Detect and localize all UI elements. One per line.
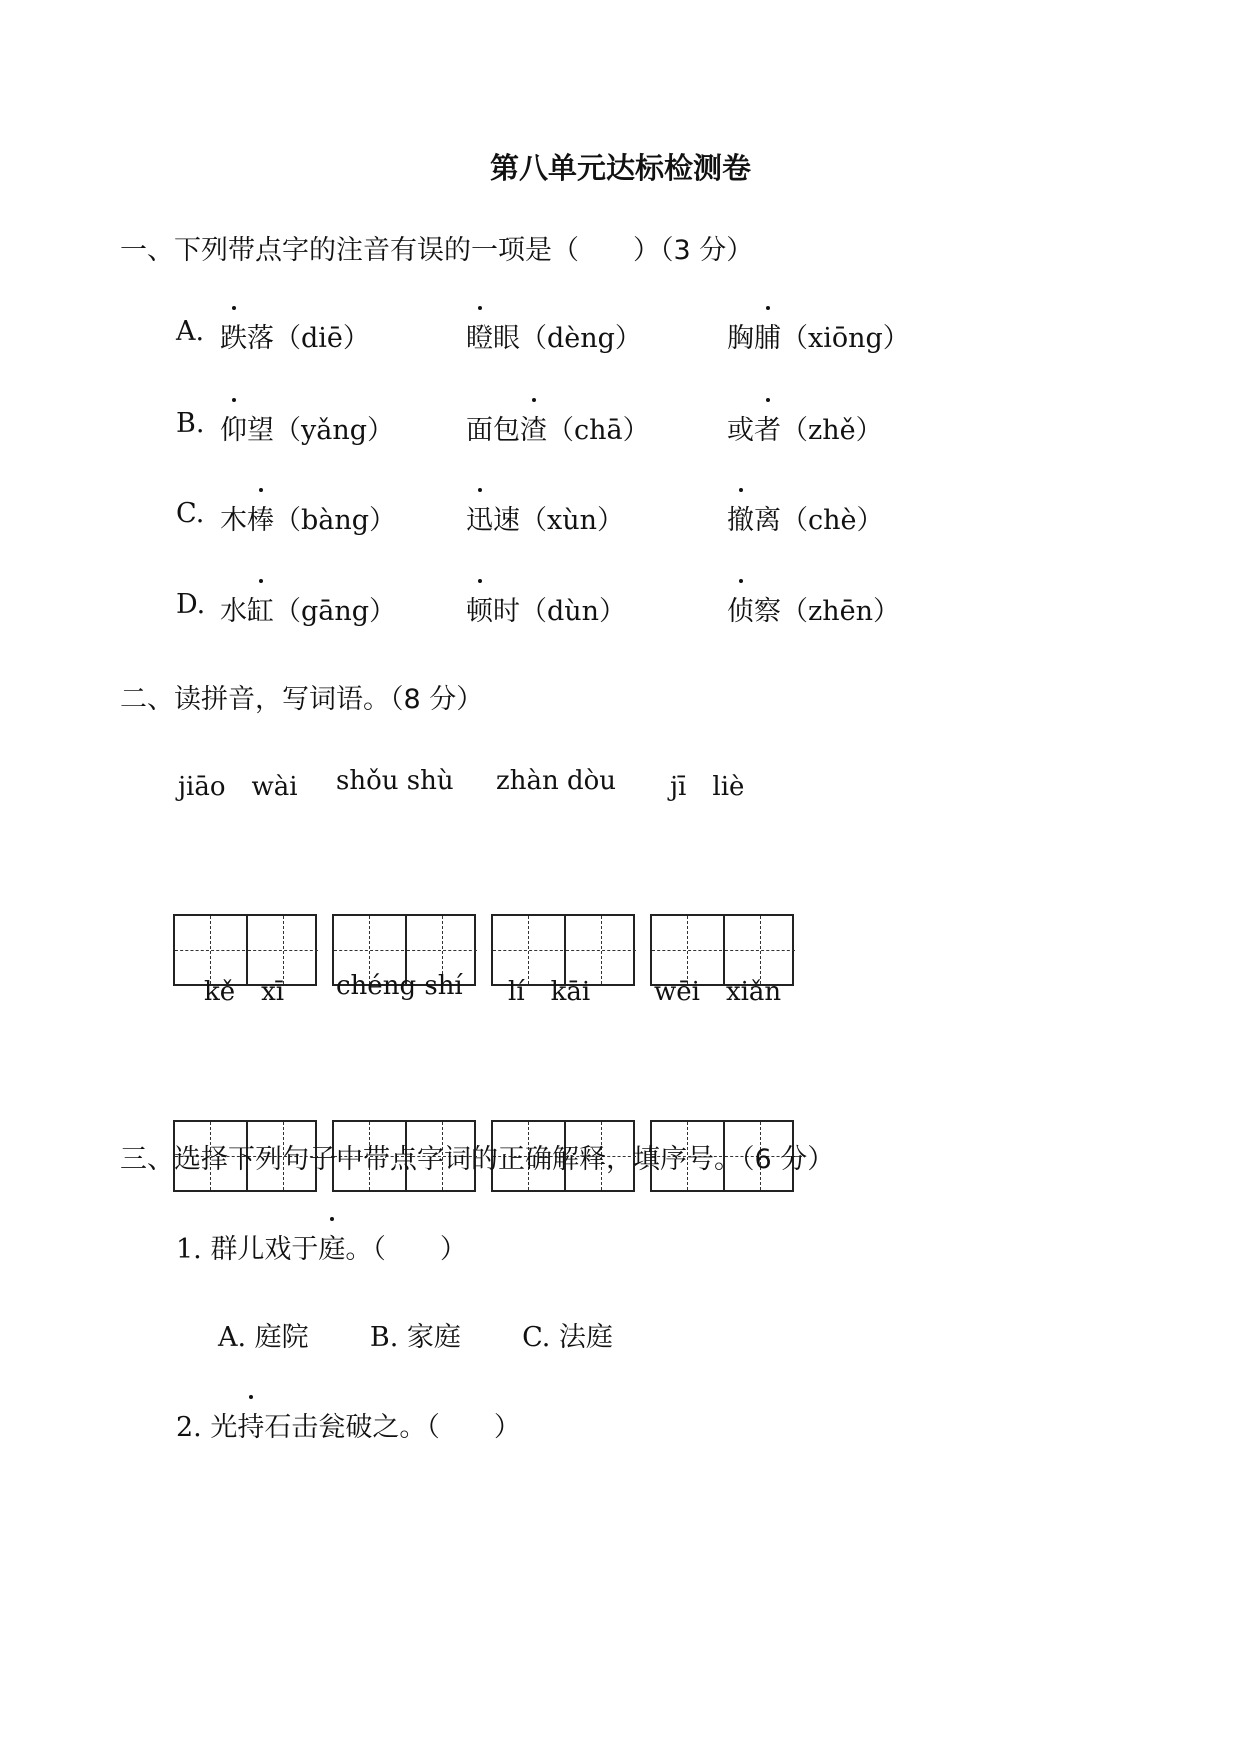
pinyin-annotation: （chā）	[547, 415, 650, 446]
word-text: 胸	[727, 323, 754, 354]
dotted-char: 仰	[220, 408, 247, 447]
q3-sentence-2	[176, 1405, 521, 1444]
word-item	[220, 498, 396, 537]
dotted-char: 渣	[520, 408, 547, 447]
dotted-char: 侦	[727, 589, 754, 628]
option-a: A. 庭院	[218, 1322, 309, 1353]
answer-blank: 石击瓮破之。（ ）	[264, 1412, 521, 1443]
word-text: 望	[247, 415, 274, 446]
pinyin-label: kě xī	[204, 977, 285, 1007]
option-label: A.	[176, 316, 205, 347]
dotted-char: 顿	[466, 589, 493, 628]
guide-line	[248, 950, 318, 951]
word-text: 面包	[466, 415, 520, 446]
pinyin-label: jī liè	[670, 772, 745, 802]
sentence-number: 1.	[176, 1234, 202, 1265]
option-label: B.	[176, 408, 205, 439]
dotted-char: 持	[237, 1405, 264, 1444]
word-item	[220, 316, 370, 355]
guide-line	[407, 950, 477, 951]
word-item	[727, 589, 900, 628]
word-item	[466, 498, 624, 537]
word-text: 落	[247, 323, 274, 354]
word-item	[727, 316, 910, 355]
pinyin-annotation: （dùn）	[520, 596, 627, 627]
sentence-text: 群儿戏于	[210, 1234, 319, 1265]
guide-line	[566, 950, 636, 951]
option-b: B. 家庭	[369, 1322, 461, 1353]
word-item	[220, 589, 396, 628]
dotted-char: 庭	[318, 1227, 345, 1266]
pinyin-label: zhàn dòu	[496, 766, 616, 796]
guide-line	[652, 950, 722, 951]
word-item	[466, 589, 626, 628]
option-label: C.	[176, 498, 205, 529]
page-title: 第八单元达标检测卷	[489, 151, 751, 185]
answer-blank: 。（ ）	[345, 1234, 467, 1265]
pinyin-annotation: （xiōng）	[781, 323, 910, 354]
q3-sentence-1	[176, 1227, 467, 1266]
pinyin-annotation: （bàng）	[274, 505, 397, 536]
pinyin-label: chéng shí	[336, 971, 463, 1001]
dotted-char: 迅	[466, 498, 493, 537]
word-text: 时	[493, 596, 520, 627]
sentence-number: 2.	[176, 1412, 202, 1443]
word-text: 察	[754, 596, 781, 627]
dotted-char: 撤	[727, 498, 754, 537]
pinyin-annotation: （dèng）	[520, 323, 642, 354]
pinyin-annotation: （gāng）	[274, 596, 397, 627]
word-text: 速	[493, 505, 520, 536]
dotted-char: 瞪	[466, 316, 493, 355]
option-c: C. 法庭	[522, 1322, 613, 1353]
word-text: 离	[754, 505, 781, 536]
word-item	[466, 316, 642, 355]
pinyin-annotation: （yǎng）	[274, 415, 395, 446]
dotted-char: 者	[754, 408, 781, 447]
word-text: 眼	[493, 323, 520, 354]
pinyin-label: lí kāi	[508, 977, 591, 1007]
word-item	[727, 408, 883, 447]
pinyin-annotation: （zhēn）	[781, 596, 900, 627]
word-item	[220, 408, 394, 447]
pinyin-label: shǒu shù	[336, 766, 454, 796]
word-item	[466, 408, 650, 447]
dotted-char: 跌	[220, 316, 247, 355]
dotted-char: 脯	[754, 316, 781, 355]
pinyin-annotation: （zhě）	[781, 415, 883, 446]
q2-heading: 二、读拼音，写词语。（8 分）	[120, 684, 484, 715]
pinyin-annotation: （diē）	[274, 323, 370, 354]
word-text: 水	[220, 596, 247, 627]
guide-line	[175, 950, 245, 951]
pinyin-annotation: （chè）	[781, 505, 884, 536]
pinyin-label: wēi xiǎn	[654, 977, 782, 1007]
q1-heading: 一、下列带点字的注音有误的一项是（ ）（3 分）	[120, 235, 754, 266]
q3-sentence-1-options	[218, 1315, 613, 1354]
guide-line	[493, 950, 563, 951]
sentence-text: 光	[210, 1412, 238, 1443]
dotted-char: 缸	[247, 589, 274, 628]
word-text: 或	[727, 415, 754, 446]
option-label: D.	[176, 589, 206, 620]
word-item	[727, 498, 884, 537]
dotted-char: 棒	[247, 498, 274, 537]
guide-line	[334, 950, 404, 951]
guide-line	[725, 950, 795, 951]
word-text: 木	[220, 505, 247, 536]
q3-heading: 三、选择下列句子中带点字词的正确解释，填序号。（6 分）	[120, 1144, 835, 1175]
pinyin-label: jiāo wài	[178, 772, 298, 802]
pinyin-annotation: （xùn）	[520, 505, 625, 536]
